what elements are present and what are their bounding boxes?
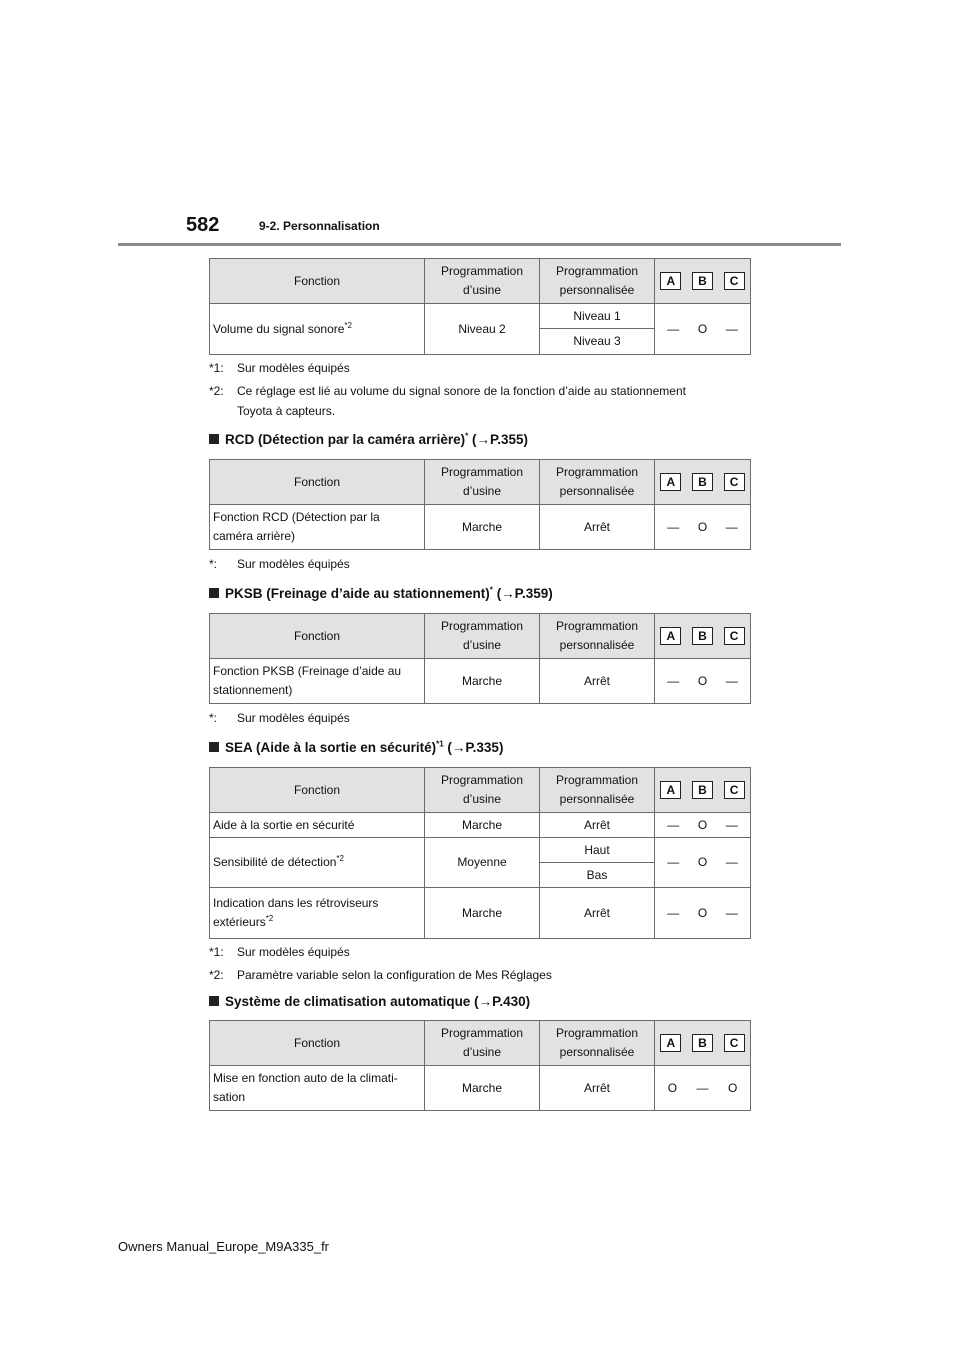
- cell-fonction: Mise en fonction auto de la climati-sation: [210, 1066, 425, 1111]
- col-header-custom: Programmation personnalisée: [540, 460, 655, 505]
- cell-abc: — O —: [655, 813, 751, 838]
- letter-a-box: A: [660, 272, 681, 290]
- heading-pksb: PKSB (Freinage d’aide au stationnement)* (→P.359): [209, 586, 553, 601]
- col-header-factory: Programmation d’usine: [425, 768, 540, 813]
- footnote: *2: Ce réglage est lié au volume du signal sonore de la fonction d’aide au stationnement: [209, 384, 686, 398]
- letter-c-box: C: [724, 627, 745, 645]
- col-header-abc: [655, 614, 751, 659]
- col-header-custom: Programmation personnalisée: [540, 614, 655, 659]
- cell-abc: — O —: [655, 304, 751, 355]
- letter-a-box: A: [660, 473, 681, 491]
- col-header-custom: Programmation personnalisée: [540, 1021, 655, 1066]
- col-header-custom: Programmation personnalisée: [540, 259, 655, 304]
- cell-custom: Arrêt: [540, 505, 655, 550]
- cell-custom: Arrêt: [540, 813, 655, 838]
- heading-sea: SEA (Aide à la sortie en sécurité)$^{*1}$ (→P.335): [209, 740, 503, 755]
- letter-c-box: C: [724, 272, 745, 290]
- col-header-fonction: Fonction: [210, 768, 425, 813]
- col-header-abc: [655, 259, 751, 304]
- cell-fonction: Fonction PKSB (Freinage d’aide au stationnement): [210, 659, 425, 704]
- cell-factory: Marche: [425, 1066, 540, 1111]
- bullet-square-icon: [209, 996, 219, 1006]
- cell-custom: Bas: [540, 863, 655, 888]
- cell-custom: Haut: [540, 838, 655, 863]
- col-header-abc: [655, 1021, 751, 1066]
- settings-table-volume: [209, 258, 751, 355]
- cell-abc: — O —: [655, 888, 751, 939]
- cell-fonction: Indication dans les rétroviseurs extérieurs$^{*2}$: [210, 888, 425, 939]
- letter-c-box: C: [724, 1034, 745, 1052]
- cell-factory: Moyenne: [425, 838, 540, 888]
- letter-b-box: B: [692, 781, 713, 799]
- settings-table-climatisation: [209, 1020, 751, 1111]
- cell-abc: — O —: [655, 659, 751, 704]
- col-header-fonction: Fonction: [210, 259, 425, 304]
- header-rule: [118, 243, 841, 246]
- cell-fonction: Aide à la sortie en sécurité: [210, 813, 425, 838]
- page-number: 582: [186, 214, 220, 236]
- col-header-fonction: Fonction: [210, 460, 425, 505]
- settings-table-pksb: [209, 613, 751, 704]
- bullet-square-icon: [209, 434, 219, 444]
- cell-factory: Niveau 2: [425, 304, 540, 355]
- letter-b-box: B: [692, 627, 713, 645]
- col-header-fonction: Fonction: [210, 614, 425, 659]
- bullet-square-icon: [209, 588, 219, 598]
- cell-abc: — O —: [655, 838, 751, 888]
- col-header-abc: [655, 460, 751, 505]
- cell-factory: Marche: [425, 888, 540, 939]
- footnote: *2: Paramètre variable selon la configuration de Mes Réglages: [209, 968, 552, 982]
- cell-custom: Arrêt: [540, 1066, 655, 1111]
- cell-abc: — O —: [655, 505, 751, 550]
- col-header-custom: Programmation personnalisée: [540, 768, 655, 813]
- bullet-square-icon: [209, 742, 219, 752]
- footnote: *1: Sur modèles équipés: [209, 945, 350, 959]
- col-header-factory: Programmation d’usine: [425, 259, 540, 304]
- cell-custom: Arrêt: [540, 888, 655, 939]
- footnote: *: Sur modèles équipés: [209, 711, 350, 725]
- cell-factory: Marche: [425, 813, 540, 838]
- letter-b-box: B: [692, 272, 713, 290]
- cell-custom: Arrêt: [540, 659, 655, 704]
- col-header-factory: Programmation d’usine: [425, 460, 540, 505]
- footnote-continuation: Toyota à capteurs.: [237, 404, 336, 418]
- footnote: *1: Sur modèles équipés: [209, 361, 350, 375]
- col-header-factory: Programmation d’usine: [425, 1021, 540, 1066]
- cell-custom: Niveau 1: [540, 304, 655, 329]
- letter-a-box: A: [660, 627, 681, 645]
- col-header-abc: [655, 768, 751, 813]
- cell-abc: O — O: [655, 1066, 751, 1111]
- cell-fonction: Fonction RCD (Détection par la caméra arrière): [210, 505, 425, 550]
- page-footer: Owners Manual_Europe_M9A335_fr: [118, 1239, 330, 1254]
- cell-custom: Niveau 3: [540, 329, 655, 355]
- cell-fonction: Volume du signal sonore$^{*2}$: [210, 304, 425, 355]
- col-header-factory: Programmation d’usine: [425, 614, 540, 659]
- cell-factory: Marche: [425, 659, 540, 704]
- letter-a-box: A: [660, 781, 681, 799]
- footnote: *: Sur modèles équipés: [209, 557, 350, 571]
- letter-b-box: B: [692, 1034, 713, 1052]
- cell-fonction: Sensibilité de détection$^{*2}$: [210, 838, 425, 888]
- letter-b-box: B: [692, 473, 713, 491]
- letter-c-box: C: [724, 473, 745, 491]
- letter-c-box: C: [724, 781, 745, 799]
- cell-factory: Marche: [425, 505, 540, 550]
- settings-table-rcd: [209, 459, 751, 550]
- col-header-fonction: Fonction: [210, 1021, 425, 1066]
- heading-climatisation: Système de climatisation automatique (→P.430): [209, 994, 530, 1009]
- settings-table-sea: [209, 767, 751, 939]
- section-title: 9-2. Personnalisation: [259, 219, 380, 233]
- heading-rcd: RCD (Détection par la caméra arrière)* (→P.355): [209, 432, 528, 447]
- letter-a-box: A: [660, 1034, 681, 1052]
